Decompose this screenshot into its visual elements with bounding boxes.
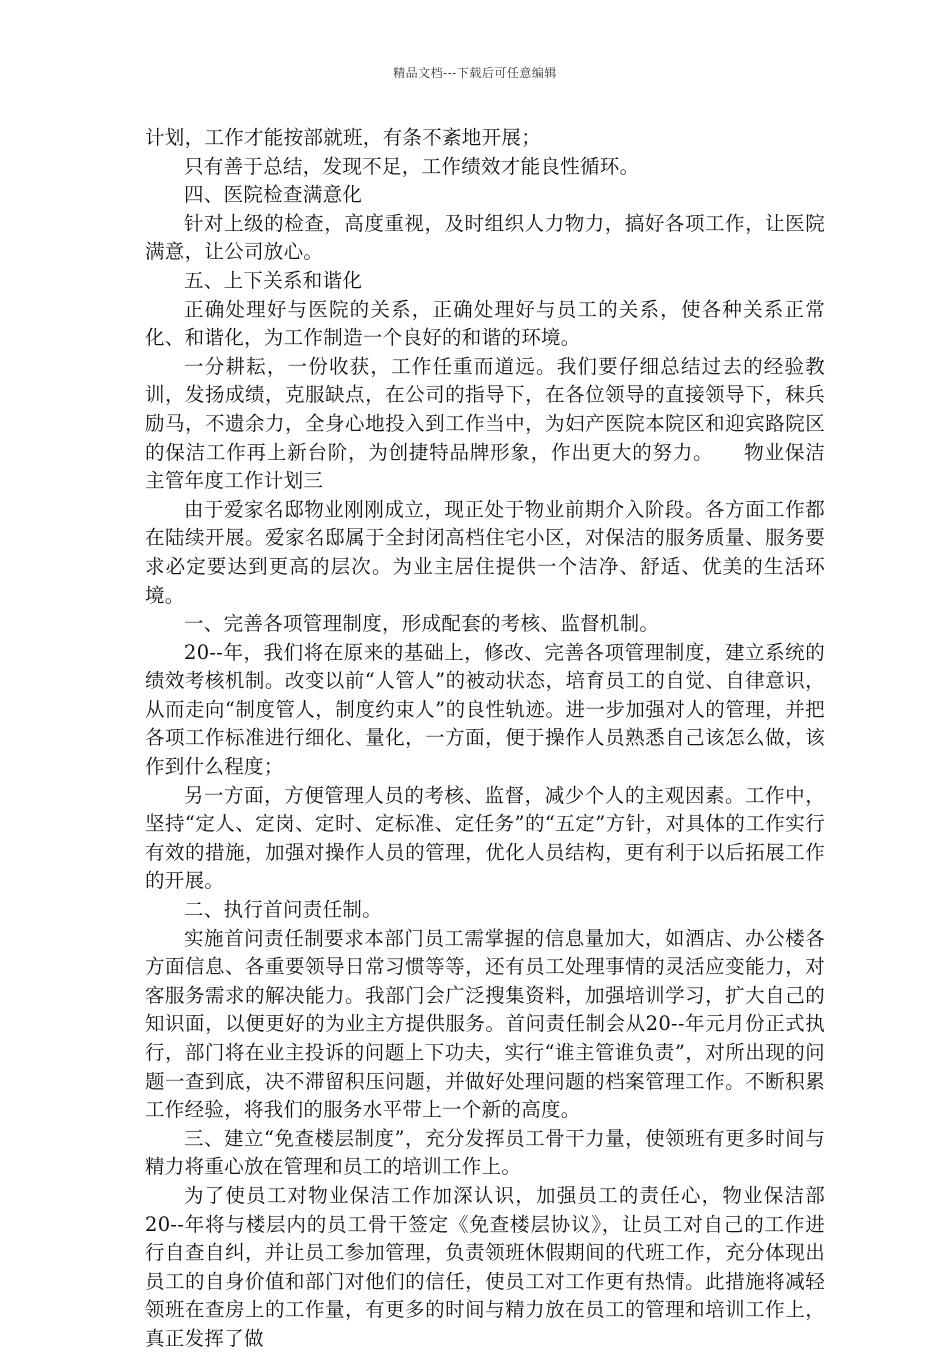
paragraph: 20--年，我们将在原来的基础上，修改、完善各项管理制度，建立系统的绩效考核机制。改变以前“人管人”的被动状态，培育员工的自觉、自律意识，从而走向“制度管人，制度约束人”的良性轨迹。进一步加强对人的管理，并把各项工作标准进行细化、量化，一方面，便于操作人员熟悉自己该怎么做，该作到什么程度；	[145, 640, 825, 779]
paragraph: 针对上级的检查，高度重视，及时组织人力物力，搞好各项工作，让医院满意，让公司放心。	[145, 211, 825, 264]
paragraph: 由于爱家名邸物业刚刚成立，现正处于物业前期介入阶段。各方面工作都在陆续开展。爱家名邸属于全封闭高档住宅小区，对保洁的服务质量、服务要求必定要达到更高的层次。为业主居住提供一个洁净、舒适、优美的生活环境。	[145, 497, 825, 607]
paragraph: 计划，工作才能按部就班，有条不紊地开展；	[145, 126, 542, 149]
paragraph: 一分耕耘，一份收获，工作任重而道远。我们要仔细总结过去的经验教训，发扬成绩，克服缺点，在公司的指导下，在各位领导的直接领导下，秣兵励马，不遗余力，全身心地投入到工作当中，为妇产医院本院区和迎宾路院区的保洁工作再上新台阶，为创捷特品牌形象，作出更大的努力。 物业保洁主管年度工作计划三	[145, 354, 825, 493]
document-body	[145, 124, 825, 1354]
paragraph: 实施首问责任制要求本部门员工需掌握的信息量加大，如酒店、办公楼各方面信息、各重要领导日常习惯等等，还有员工处理事情的灵活应变能力，对客服务需求的解决能力。我部门会广泛搜集资料，加强培训学习，扩大自己的知识面，以便更好的为业主方提供服务。首问责任制会从20--年元月份正式执行，部门将在业主投诉的问题上下功夫，实行“谁主管谁负责”，对所出现的问题一查到底，决不滞留积压问题，并做好处理问题的档案管理工作。不断积累工作经验，将我们的服务水平带上一个新的高度。	[145, 926, 825, 1122]
paragraph: 为了使员工对物业保洁工作加深认识，加强员工的责任心，物业保洁部20--年将与楼层内的员工骨干签定《免查楼层协议》，让员工对自己的工作进行自查自纠，并让员工参加管理，负责领班休假期间的代班工作，充分体现出员工的自身价值和部门对他们的信任，使员工对工作更有热情。此措施将减轻领班在查房上的工作量，有更多的时间与精力放在员工的管理和培训工作上，真正发挥了做	[145, 1183, 825, 1350]
paragraph: 正确处理好与医院的关系，正确处理好与员工的关系，使各种关系正常化、和谐化，为工作制造一个良好的和谐的环境。	[145, 297, 825, 350]
paragraph: 另一方面，方便管理人员的考核、监督，减少个人的主观因素。工作中，坚持“定人、定岗、定时、定标准、定任务”的“五定”方针，对具体的工作实行有效的措施，加强对操作人员的管理，优化人员结构，更有利于以后拓展工作的开展。	[145, 783, 825, 893]
section-heading: 四、医院检查满意化	[184, 183, 363, 207]
paragraph: 只有善于总结，发现不足，工作绩效才能良性循环。	[184, 154, 640, 178]
section-heading: 五、上下关系和谐化	[184, 268, 363, 292]
section-heading: 三、建立“免查楼层制度”，充分发挥员工骨干力量，使领班有更多时间与精力将重心放在管理和员工的培训工作上。	[145, 1126, 825, 1179]
section-heading: 一、完善各项管理制度，形成配套的考核、监督机制。	[184, 612, 660, 636]
page-header: 精品文档---下载后可任意编辑	[393, 66, 557, 80]
section-heading: 二、执行首问责任制。	[184, 898, 383, 922]
